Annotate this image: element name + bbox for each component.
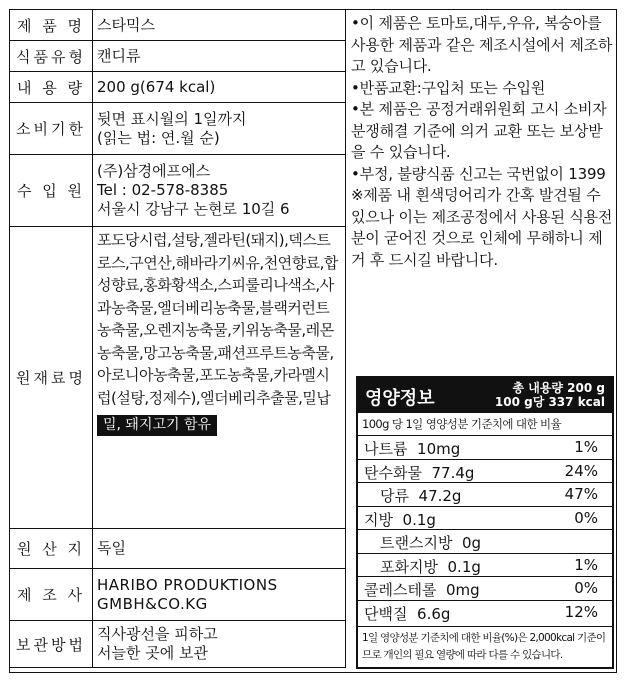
nutrient-pct: 47%: [564, 485, 598, 503]
nutrient-amount: 77.4g: [431, 463, 475, 482]
nutrition-facts: [356, 376, 614, 669]
nutrient-amount: 0.1g: [402, 510, 436, 529]
nutrition-header: [358, 378, 612, 413]
ingredients-text: 포도당시럽,설탕,젤라틴(돼지),덱스트로스,구연산,해바라기씨유,천연향료,합성향료,홍화황색소,스피룰리나색소,사과농축물,엘더베리농축물,블랙커런트농축물,오렌지농축물,키위농축물,레몬농축물,망고농축물,패션프루트농축물,아로니아농축물,포도농축물,카라멜시럽(설탕,정제수),엘더베리추출물,밀납: [97, 231, 338, 407]
nutrient-pct: 12%: [564, 602, 598, 621]
nutrient-name: 콜레스테롤: [364, 581, 437, 599]
notice-report: •부정, 불량식품 신고는 국번없이 1399: [351, 164, 606, 183]
manufacturer-line2: GMBH&CO.KG: [97, 594, 208, 613]
product-name-label: 제 품 명: [10, 10, 93, 41]
importer-label: 수 입 원: [10, 155, 93, 227]
ingredients-label: 원재료명: [10, 227, 93, 529]
food-type-label: 식품유형: [10, 41, 93, 72]
nutrient-name: 트랜스지방: [380, 534, 453, 552]
expiry-value-line1: 뒷면 표시월의 1일까지: [97, 109, 247, 128]
origin-value: 독일: [93, 529, 346, 569]
importer-phone: Tel : 02-578-8385: [97, 181, 229, 199]
nutrient-pct: 1%: [574, 438, 598, 456]
nutrition-row-carbohydrate: [358, 460, 612, 484]
allergen-badge: 밀, 돼지고기 함유: [97, 415, 217, 436]
storage-line2: 서늘한 곳에 보관: [97, 644, 208, 662]
nutrient-name: 탄수화물: [364, 463, 422, 482]
nutrient-name: 포화지방: [380, 557, 438, 576]
manufacturer-line1: HARIBO PRODUKTIONS: [97, 575, 278, 594]
nutrient-name: 나트륨: [364, 440, 408, 458]
notice-facility: •이 제품은 토마토,대두,우유, 복숭아를 사용한 제품과 같은 제조시설에서 제조하고 있습니다.: [351, 14, 613, 75]
notice-white-lumps: ※제품 내 흰색덩어리가 간혹 발견될 수 있으나 이는 제조공정에서 사용된 식용전분이 굳어진 것으로 인체에 무해하니 제거 후 드시길 바랍니다.: [351, 186, 613, 269]
nutrition-row-saturated-fat: [358, 554, 612, 578]
nutrient-pct: 24%: [564, 461, 598, 480]
product-name-value: 스타믹스: [93, 10, 346, 41]
nutrient-amount: 10mg: [417, 440, 461, 458]
nutrition-total-amount: 총 내용량 200 g: [512, 381, 605, 395]
content-label: 내 용 량: [10, 72, 93, 103]
nutrient-pct: 0%: [574, 579, 598, 597]
notice-compensation: •본 제품은 공정거래위원회 고시 소비자 분쟁해결 기준에 의거 교환 또는 보상받을 수 있습니다.: [351, 100, 607, 161]
nutrient-amount: 47.2g: [418, 487, 462, 505]
nutrient-name: 지방: [364, 510, 393, 529]
nutrition-footnote: 1일 영양성분 기준치에 대한 비율(%)은 2,000kcal 기준이므로 개인의 필요 열량에 따라 다를 수 있습니다.: [358, 626, 612, 667]
nutrition-row-cholesterol: [358, 577, 612, 601]
nutrition-title: 영양정보: [365, 388, 435, 409]
content-value: 200 g(674 kcal): [93, 72, 346, 103]
nutrition-row-protein: [358, 601, 612, 624]
manufacturer-label: 제 조 사: [10, 569, 93, 621]
storage-label: 보관방법: [10, 621, 93, 668]
nutrition-row-sodium: [358, 436, 612, 460]
info-table: [9, 9, 346, 668]
nutrient-name: 당류: [380, 487, 409, 505]
nutrition-row-sugars: [358, 483, 612, 507]
storage-line1: 직사광선을 피하고: [97, 625, 218, 643]
importer-address: 서울시 강남구 논현로 10길 6: [97, 200, 290, 218]
origin-label: 원 산 지: [10, 529, 93, 569]
expiry-value-line2: (읽는 법: 연.월 순): [97, 128, 220, 147]
nutrient-amount: 6.6g: [417, 604, 451, 623]
nutrient-amount: 0mg: [446, 581, 480, 599]
nutrition-per-100g: 100 g당 337 kcal: [494, 395, 605, 409]
food-type-value: 캔디류: [93, 41, 346, 72]
notices: [351, 13, 613, 271]
notice-exchange: •반품교환:구입처 또는 수입원: [351, 78, 546, 97]
nutrient-amount: 0.1g: [447, 557, 481, 576]
nutrition-row-fat: [358, 507, 612, 531]
nutrient-pct: 0%: [574, 508, 598, 527]
nutrition-row-trans-fat: [358, 530, 612, 554]
nutrient-amount: 0g: [462, 534, 482, 552]
importer-name: (주)삼경에프에스: [97, 162, 211, 180]
nutrient-pct: 1%: [574, 555, 598, 574]
nutrient-name: 단백질: [364, 604, 408, 623]
expiry-label: 소비기한: [10, 103, 93, 155]
nutrition-subheader: 100g 당 1일 영양성분 기준치에 대한 비율: [358, 413, 612, 436]
